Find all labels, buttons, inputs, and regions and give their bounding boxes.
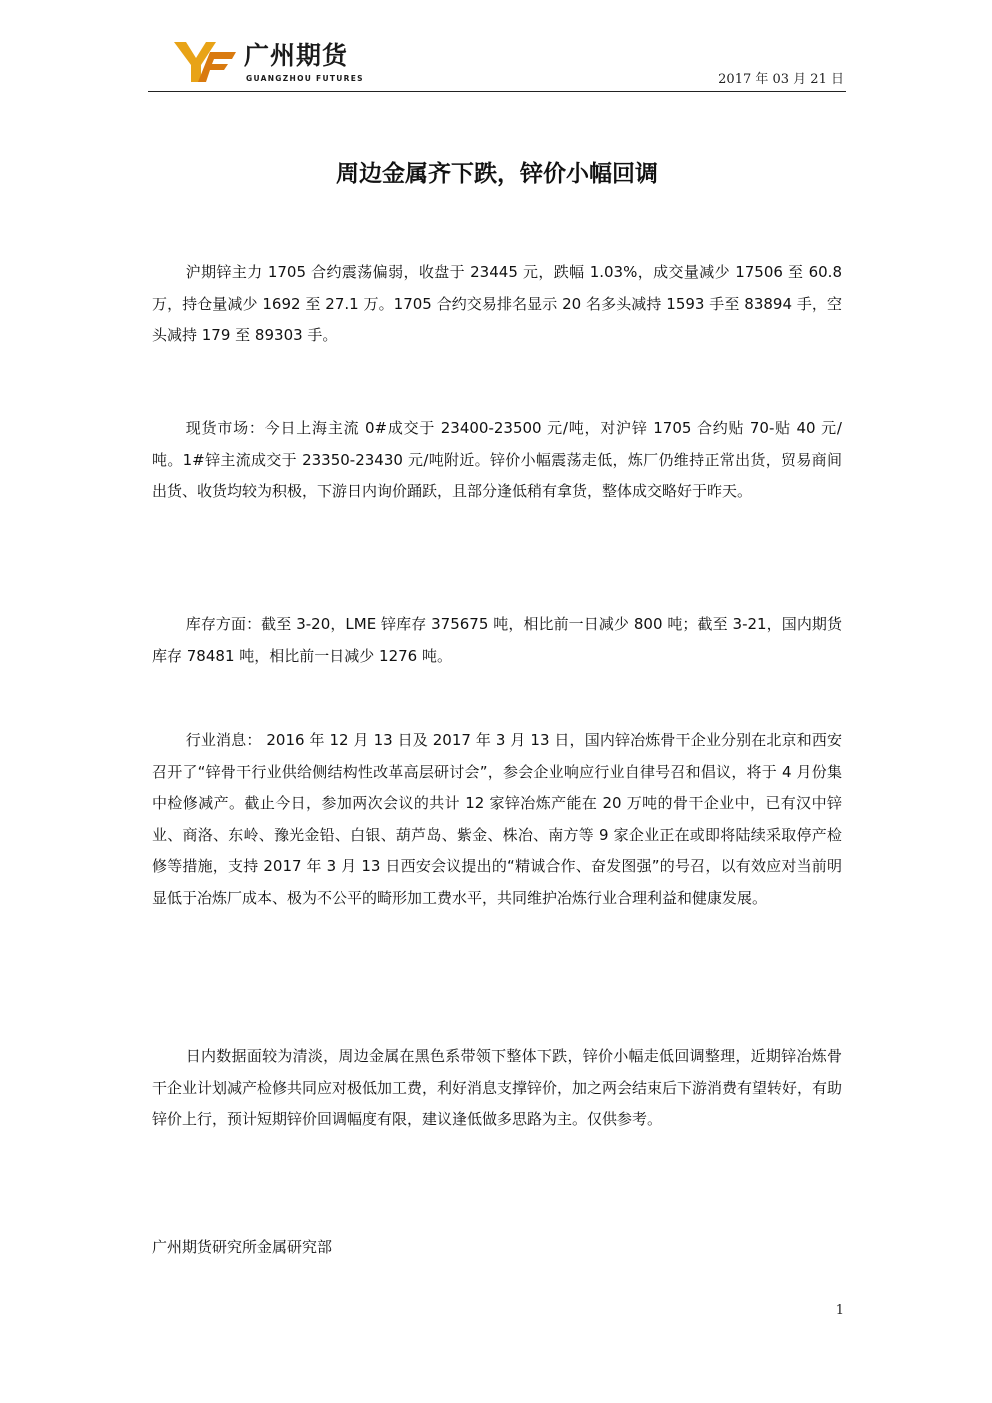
paragraph-inventory: 库存方面：截至 3-20，LME 锌库存 375675 吨，相比前一日减少 800 吨；截至 3-21，国内期货库存 78481 吨，相比前一日减少 1276 吨。 <box>152 615 842 665</box>
report-title: 周边金属齐下跌，锌价小幅回调 <box>336 161 658 187</box>
company-logo <box>172 38 392 88</box>
paragraph-industry-news: 行业消息： 2016 年 12 月 13 日及 2017 年 3 月 13 日，国内锌冶炼骨干企业分别在北京和西安召开了“锌骨干行业供给侧结构性改革高层研讨会”，参会企业响应行业自律号召和倡议，将于 4 月份集中检修减产。截止今日，参加两次会议的共计 12 家锌冶炼产能在 20 万吨的骨干企业中，已有汉中锌业、商洛、东岭、豫光金铅、白银、葫芦岛、紫金、株冶、南方等 9 家企业正在或即将陆续采取停产检修等措施，支持 2017 年 3 月 13 日西安会议提出的“精诚合作、奋发图强”的号召，以有效应对当前明显低于冶炼厂成本、极为不公平的畸形加工费水平，共同维护冶炼行业合理利益和健康发展。 <box>152 731 842 907</box>
paragraph-spot-market: 现货市场：今日上海主流 0#成交于 23400-23500 元/吨，对沪锌 1705 合约贴 70-贴 40 元/吨。1#锌主流成交于 23350-23430 元/吨附近。锌价小幅震荡走低，炼厂仍维持正常出货，贸易商间出货、收货均较为积极，下游日内询价踊跃，且部分逢低稍有拿货，整体成交略好于昨天。 <box>152 419 842 500</box>
page-header <box>148 30 846 92</box>
report-date: 2017 年 03 月 21 日 <box>718 72 844 87</box>
research-department: 广州期货研究所金属研究部 <box>152 1238 333 1256</box>
logo-english-name: GUANGZHOU FUTURES <box>246 74 364 83</box>
paragraph-outlook: 日内数据面较为清淡，周边金属在黑色系带领下整体下跌，锌价小幅走低回调整理，近期锌冶炼骨干企业计划减产检修共同应对极低加工费，利好消息支撑锌价，加之两会结束后下游消费有望转好，有助锌价上行，预计短期锌价回调幅度有限，建议逢低做多思路为主。仅供参考。 <box>152 1047 843 1128</box>
logo-chinese-name: 广州期货 <box>244 41 349 70</box>
paragraph-futures-summary: 沪期锌主力 1705 合约震荡偏弱，收盘于 23445 元，跌幅 1.03%，成交量减少 17506 至 60.8 万，持仓量减少 1692 至 27.1 万。1705 合约交易排名显示 20 名多头减持 1593 手至 83894 手，空头减持 179 至 89303 手。 <box>152 263 842 344</box>
header-divider <box>148 91 846 92</box>
page-number: 1 <box>835 1303 844 1318</box>
guangzhou-futures-logo-icon <box>172 38 238 84</box>
